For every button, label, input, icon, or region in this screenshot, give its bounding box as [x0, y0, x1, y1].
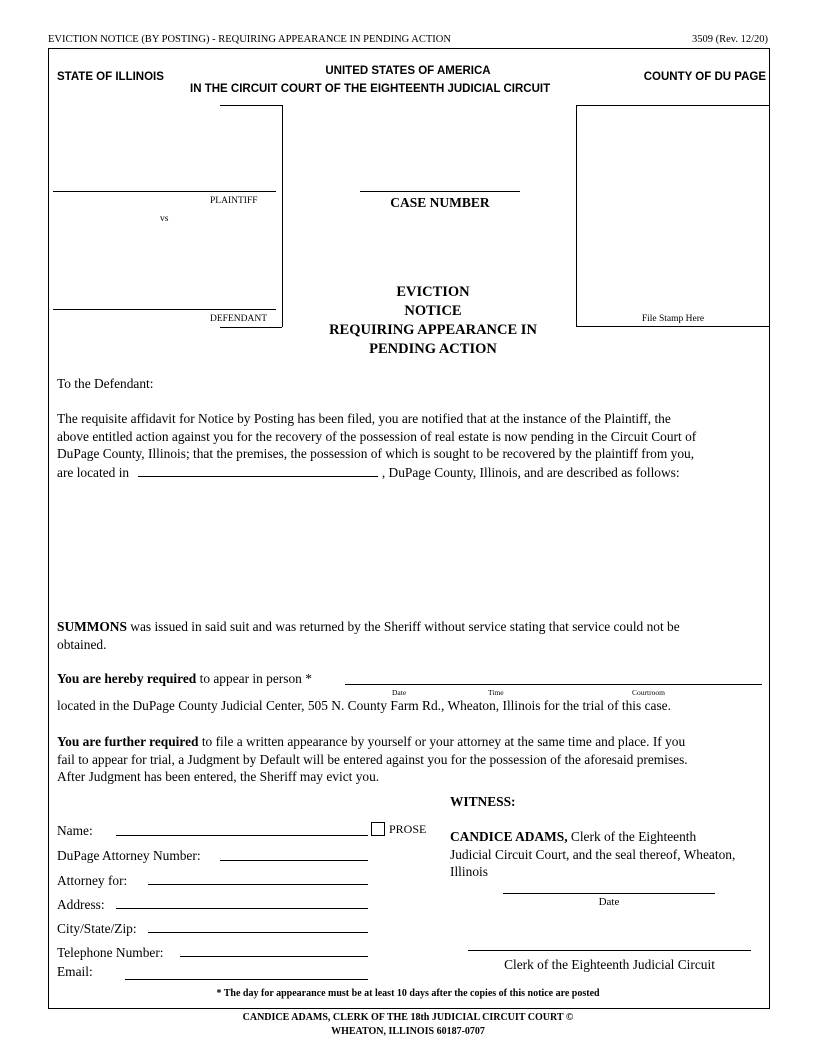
email-field[interactable] [125, 979, 368, 980]
appearance-required [57, 670, 312, 688]
caption-right-rule [282, 105, 283, 327]
notice-line-3: DuPage County, Illinois; that the premises, the possession of which is sought to be recovered by the plaintiff from you, [57, 446, 695, 461]
date-sublabel: Date [392, 688, 407, 697]
footer-address-line: WHEATON, ILLINOIS 60187-0707 [331, 1026, 485, 1037]
further-bold: You are further required [57, 734, 199, 749]
salutation: To the Defendant: [57, 376, 154, 391]
clerk-name: CANDICE ADAMS, [450, 829, 568, 844]
footer-note: * The day for appearance must be at least 10 days after the copies of this notice are posted [216, 988, 600, 999]
witness-label: WITNESS: [450, 794, 516, 809]
courtroom-sublabel: Courtroom [632, 688, 665, 697]
form-title: EVICTION NOTICE (BY POSTING) - REQUIRING APPEARANCE IN PENDING ACTION [48, 34, 451, 45]
plaintiff-line[interactable] [53, 191, 276, 192]
required-bold: You are hereby required [57, 671, 197, 686]
clerk-line-1: Clerk of the Eighteenth [567, 829, 697, 844]
address-label: Address: [57, 897, 105, 912]
notice-line-1: The requisite affidavit for Notice by Posting has been filed, you are notified that at the instance of the Plaintiff, the [57, 411, 671, 426]
time-sublabel: Time [488, 688, 504, 697]
clerk-line-2: Judicial Circuit Court, and the seal thereof, Wheaton, [450, 846, 736, 862]
case-number-line[interactable] [360, 191, 520, 192]
file-stamp-label: File Stamp Here [641, 314, 705, 324]
address-field[interactable] [116, 908, 368, 909]
title-line-1: EVICTION [396, 284, 470, 300]
prose-label: PROSE [389, 822, 427, 836]
attorney-for-field[interactable] [148, 884, 368, 885]
further-line-2: fail to appear for trial, a Judgment by Default will be entered against you for the possession of the aforesaid premises. [57, 751, 688, 767]
vs-label: vs [160, 214, 169, 224]
form-number: 3509 (Rev. 12/20) [691, 34, 768, 45]
plaintiff-label: PLAINTIFF [210, 196, 258, 206]
witness-date-field[interactable] [503, 893, 715, 894]
required-rest: to appear in person * [196, 671, 312, 686]
city-field[interactable] [148, 932, 368, 933]
notice-title [290, 283, 576, 359]
attorney-for-label: Attorney for: [57, 873, 128, 888]
located-in-rest: , DuPage County, Illinois, and are described as follows: [381, 464, 680, 480]
summons-line-1: was issued in said suit and was returned by the Sheriff without service stating that service could not be [126, 619, 680, 634]
city-label: City/State/Zip: [57, 921, 137, 936]
attorney-number-field[interactable] [220, 860, 368, 861]
footer-clerk-line: CANDICE ADAMS, CLERK OF THE 18th JUDICIAL CIRCUIT COURT © [242, 1012, 574, 1023]
name-label: Name: [57, 823, 93, 838]
located-in-label: are located in [57, 464, 130, 480]
clerk-signature-field[interactable] [468, 950, 751, 951]
name-field[interactable] [116, 835, 368, 836]
witness-date-label: Date [598, 896, 620, 908]
telephone-label: Telephone Number: [57, 945, 164, 960]
summons-line-2: obtained. [57, 636, 107, 652]
caption-top-rule [220, 105, 282, 106]
witness-clerk [450, 828, 735, 881]
email-label: Email: [57, 964, 93, 979]
title-line-2: NOTICE [404, 303, 462, 319]
attorney-number-label: DuPage Attorney Number: [57, 848, 201, 863]
circuit-label: IN THE CIRCUIT COURT OF THE EIGHTEENTH JUDICIAL CIRCUIT [190, 83, 551, 95]
telephone-field[interactable] [180, 956, 368, 957]
further-line-1: to file a written appearance by yourself or your attorney at the same time and place. If you [198, 734, 686, 749]
county-label: COUNTY OF DU PAGE [643, 71, 766, 83]
further-line-3: After Judgment has been entered, the Sheriff may evict you. [57, 769, 380, 784]
state-label: STATE OF ILLINOIS [57, 71, 164, 83]
country-label: UNITED STATES OF AMERICA [325, 65, 491, 77]
location-line: located in the DuPage County Judicial Center, 505 N. County Farm Rd., Wheaton, Illinois for the trial of this case. [57, 698, 671, 713]
clerk-signature-label: Clerk of the Eighteenth Judicial Circuit [504, 957, 715, 972]
file-stamp-box [576, 105, 770, 327]
appearance-field[interactable] [345, 684, 762, 685]
notice-paragraph [57, 410, 769, 481]
case-number-label: CASE NUMBER [390, 195, 490, 210]
summons-bold: SUMMONS [57, 619, 127, 634]
notice-line-4 [57, 463, 769, 482]
notice-line-2: above entitled action against you for the recovery of the possession of real estate is now pending in the Circuit Court of [57, 428, 697, 444]
title-line-3: REQUIRING APPEARANCE IN [329, 322, 537, 338]
title-line-4: PENDING ACTION [369, 341, 497, 357]
defendant-line[interactable] [53, 309, 276, 310]
clerk-line-3: Illinois [450, 864, 488, 879]
caption-bottom-rule [220, 327, 282, 328]
prose-checkbox[interactable] [371, 822, 385, 836]
defendant-label: DEFENDANT [210, 314, 267, 324]
location-field[interactable] [138, 463, 378, 477]
summons-paragraph [57, 618, 680, 653]
further-paragraph [57, 733, 688, 786]
